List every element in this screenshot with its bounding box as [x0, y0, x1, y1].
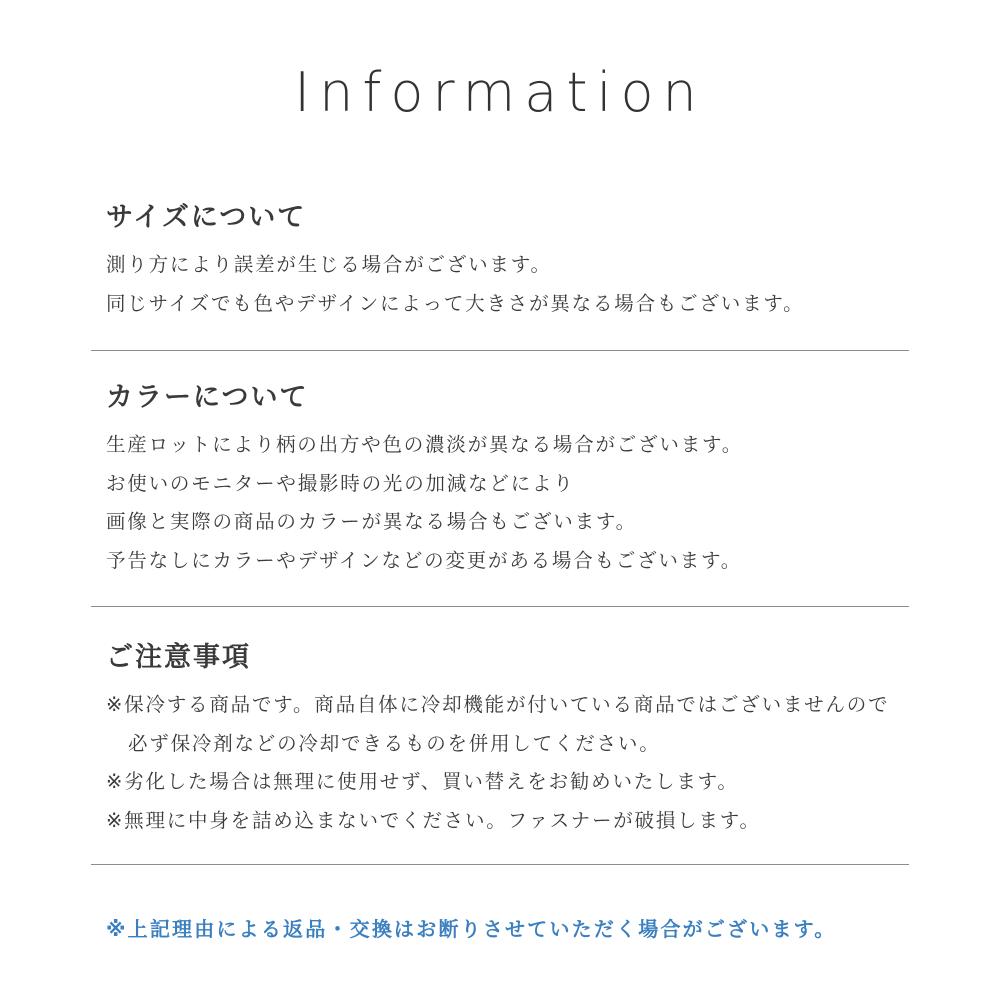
- size-text: [106, 246, 946, 323]
- caution-line: 必ず保冷剤などの冷却できるものを併用してください。: [128, 731, 661, 755]
- divider: [91, 864, 909, 865]
- color-line: 生産ロットにより柄の出方や色の濃淡が異なる場合がございます。: [106, 433, 744, 456]
- caution-heading: ご注意事項: [106, 642, 251, 673]
- caution-line: ※劣化した場合は無理に使用せず、買い替えをお勧めいたします。: [106, 770, 739, 793]
- color-heading: カラーについて: [106, 382, 309, 413]
- size-line: 同じサイズでも色やデザインによって大きさが異なる場合もございます。: [106, 291, 805, 315]
- page-title: Information: [294, 61, 706, 124]
- caution-line: ※保冷する商品です。商品自体に冷却機能が付いている商品ではございませんので: [106, 693, 890, 716]
- caution-section: [106, 640, 946, 840]
- size-section: [106, 200, 946, 323]
- color-text: [106, 426, 946, 580]
- color-section: [106, 380, 946, 580]
- caution-text: [106, 686, 946, 840]
- caution-line: ※無理に中身を詰め込まないでください。ファスナーが破損します。: [106, 808, 761, 832]
- size-line: 測り方により誤差が生じる場合がございます。: [106, 253, 552, 276]
- return-notice: ※上記理由による返品・交換はお断りさせていただく場合がございます。: [106, 917, 837, 941]
- color-line: 画像と実際の商品のカラーが異なる場合もございます。: [106, 510, 637, 533]
- color-line: お使いのモニターや撮影時の光の加減などにより: [106, 471, 575, 495]
- color-line: 予告なしにカラーやデザインなどの変更がある場合もございます。: [106, 548, 743, 572]
- size-heading: サイズについて: [106, 202, 307, 233]
- divider: [91, 606, 909, 607]
- divider: [91, 350, 909, 351]
